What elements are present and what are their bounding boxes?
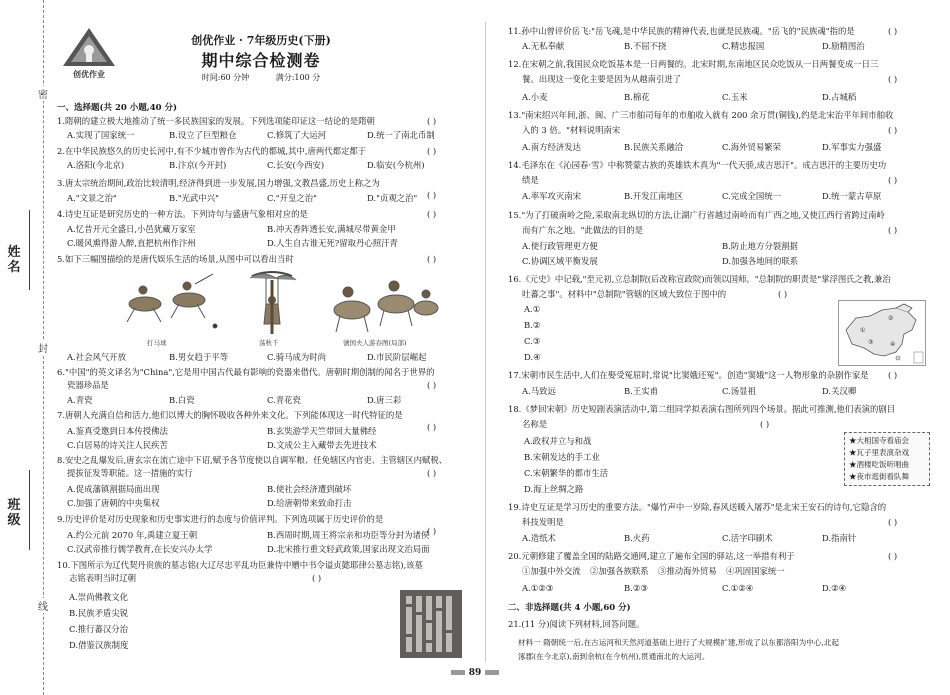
question-6-stem: 6."中国"的英文译名为"China",它是用中国古代最有影响的瓷器来借代。唐朝时期创制的闻名于世界的 [57, 367, 435, 377]
option[interactable]: D.海上丝绸之路 [524, 484, 584, 494]
seal-word-feng: 封 [36, 340, 50, 355]
question-2-stem: 2.在中华民族悠久的历史长河中,有不少城市曾作为古代的都城,其中,唐两代都定都于 [57, 146, 367, 156]
option[interactable]: C.汤显祖 [722, 386, 756, 396]
answer-paren: ( ) [312, 573, 322, 583]
option[interactable]: A.实现了国家统一 [67, 130, 135, 140]
section-heading-2: 二、非选择题(共 4 小题,60 分) [508, 603, 631, 613]
answer-paren: ( ) [888, 370, 898, 380]
statement: ④巩固国家统一 [726, 566, 785, 576]
scene-item: ★瓦子里表演杂戏 [849, 448, 909, 457]
option[interactable]: D.占城稻 [822, 92, 857, 102]
class-label: 班 级 [7, 498, 21, 528]
option[interactable]: B."光武中兴" [169, 193, 220, 203]
name-label: 姓 名 [7, 245, 21, 275]
question-21-material-1: 材料一 隋朝统一后,在古运河和天然河道基础上进行了大规模扩建,形成了以东都洛阳为中心,北起 [518, 638, 839, 647]
option[interactable]: A.社会风气开放 [67, 352, 126, 362]
option[interactable]: A.政权并立与和战 [524, 436, 592, 446]
option[interactable]: D.②④ [822, 583, 847, 593]
question-17-stem: 17.宋朝市民生活中,人们在娶受冤屈时,常说"比窦娥还冤"。创造"窦娥"这一人物形象的杂剧作家是 [508, 370, 869, 380]
option[interactable]: C.汉武帝推行儒学教育,在长安兴办太学 [67, 544, 213, 554]
answer-paren: ( ) [427, 422, 437, 432]
scene-item: ★酒楼吃饭听唱曲 [849, 460, 909, 469]
option[interactable]: A.促成藩镇割据局面出现 [67, 484, 160, 494]
question-11-stem: 11.孙中山曾评价岳飞:"岳飞魂,是中华民族的精神代表,也就是民族魂。"岳飞的"民族魂"指的是 [508, 26, 855, 36]
option[interactable]: C.协调区域平衡发展 [522, 256, 598, 266]
option[interactable]: C.长安(今西安) [267, 160, 325, 170]
option[interactable]: B.宋朝发达的手工业 [524, 452, 600, 462]
option[interactable]: B.② [524, 320, 541, 330]
map-mark-1: ① [860, 327, 866, 334]
full-score: 满分:100 分 [275, 73, 321, 82]
option[interactable]: A.使行政管理更方便 [522, 241, 598, 251]
option[interactable]: B.开发江南地区 [624, 191, 684, 201]
option[interactable]: D.唐三彩 [367, 395, 402, 405]
option[interactable]: D.统一了南北币制 [367, 130, 435, 140]
option[interactable]: A.马致远 [522, 386, 556, 396]
option[interactable]: A.青瓷 [67, 395, 93, 405]
option[interactable]: D.临安(今杭州) [367, 160, 425, 170]
answer-paren: ( ) [427, 526, 437, 536]
answer-paren: ( ) [888, 26, 898, 36]
logo-text: 创优作业 [73, 69, 105, 79]
option[interactable]: B.西周时期,周王将宗亲和功臣等分封为诸侯 [267, 530, 430, 540]
option[interactable]: B.民族关系融洽 [624, 142, 684, 152]
option[interactable]: C.推行蕃汉分治 [69, 624, 129, 634]
option[interactable]: D.关汉卿 [822, 386, 857, 396]
option[interactable]: C.骑马成为时尚 [267, 352, 327, 362]
question-19-stem: 19.诗史互证是学习历史的重要方法。"爆竹声中一岁除,春风送暖入屠苏"是北宋王安石的诗句,它隐含的 [508, 502, 887, 512]
statement: ③推动海外贸易 [658, 566, 717, 576]
scene-item: ★夜市逛街看队舞 [849, 472, 909, 481]
option[interactable]: A.率军攻灭南宋 [522, 191, 581, 201]
question-18-stem: 18.《梦回宋朝》历史短剧表演活动中,第二组同学拟表演右图所列四个场景。据此可推测,他们表演的剧目 [508, 404, 896, 414]
option[interactable]: B.白瓷 [169, 395, 195, 405]
option[interactable]: C.①②④ [722, 583, 754, 593]
option[interactable]: D.北宋推行重文轻武政策,国家出现文治局面 [267, 544, 430, 554]
option[interactable]: C.玉米 [722, 92, 748, 102]
question-12-stem-cont: 餐。出现这一变化主要是因为从越南引进了 [522, 74, 682, 84]
spring-outing-illustration [322, 266, 442, 338]
answer-paren: ( ) [888, 74, 898, 84]
question-3-stem: 3.唐太宗统治期间,政治比较清明,经济得到进一步发展,国力增强,文教昌盛,历史上称之为 [57, 178, 380, 188]
statement: ②加强各族联系 [590, 566, 649, 576]
answer-paren: ( ) [888, 551, 898, 561]
option[interactable]: C.完成全国统一 [722, 191, 782, 201]
option[interactable]: D.加强各地间的联系 [722, 256, 799, 266]
scene-list-box [844, 432, 930, 486]
answer-paren: ( ) [760, 419, 770, 429]
option[interactable]: D.市民阶层崛起 [367, 352, 427, 362]
option[interactable]: B.火药 [624, 533, 650, 543]
option[interactable]: C.宋朝繁华的都市生活 [524, 468, 609, 478]
question-7-stem: 7.唐朝人充满自信和活力,他们以博大的胸怀吸收各种外来文化。下列能体现这一时代特征的是 [57, 410, 403, 420]
option[interactable]: B.玄奘游学天竺带回大量佛经 [267, 426, 377, 436]
option[interactable]: B.使社会经济遭到破坏 [267, 484, 352, 494]
question-10-stem-cont: 志铭表明当时辽朝 [69, 573, 136, 583]
column-divider [485, 22, 486, 662]
option[interactable]: A.鉴真受邀到日本传授佛法 [67, 426, 168, 436]
option[interactable]: A.造纸术 [522, 533, 556, 543]
question-21-material-1-cont: 涿郡(在今北京),南到余杭(在今杭州),贯通南北的大运河。 [518, 652, 710, 661]
series-title: 创优作业 · 7年级历史(下册) [191, 34, 331, 47]
answer-paren: ( ) [888, 125, 898, 135]
question-13-stem: 13."南宋绍兴年间,浙、闽、广三市舶司每年的市舶收入就有 200 余万贯(铜钱),约是北宋治平年间市舶收 [508, 110, 894, 120]
question-8-stem: 8.安史之乱爆发后,唐玄宗在流亡途中下诏,赋予各节度使以自调军粮、任免辖区内官吏、主管辖区内赋税、 [57, 455, 448, 465]
option[interactable]: C."开皇之治" [267, 193, 317, 203]
option[interactable]: C.暖风熏得游人醉,直把杭州作汴州 [67, 238, 196, 248]
question-13-stem-cont: 入的 3 倍。"材料说明南宋 [522, 125, 621, 135]
option[interactable]: D.人生自古谁无死?留取丹心照汗青 [267, 238, 398, 248]
answer-paren: ( ) [427, 209, 437, 219]
option[interactable]: A.忆昔开元全盛日,小邑犹藏万家室 [67, 224, 196, 234]
option[interactable]: A.① [524, 304, 541, 314]
option[interactable]: D.军事实力强盛 [822, 142, 882, 152]
option[interactable]: A.约公元前 2070 年,禹建立夏王朝 [67, 530, 198, 540]
statement: ①加强中外交流 [522, 566, 581, 576]
question-16-stem: 16.《元史》中记载,"至元初,立总制院(后改称宣政院)而领以国师。"总制院的职责是"掌浮图氏之教,兼治 [508, 274, 891, 284]
map-mark-2: ② [888, 315, 894, 322]
option[interactable]: B.②③ [624, 583, 648, 593]
answer-paren: ( ) [427, 254, 437, 264]
question-19-stem-cont: 科技发明是 [522, 517, 564, 527]
answer-paren: ( ) [888, 517, 898, 527]
map-mark-3: ③ [868, 339, 874, 346]
question-14-stem-cont: 绩是 [522, 175, 539, 185]
option[interactable]: A.小麦 [522, 92, 548, 102]
option[interactable]: B.冲天香阵透长安,满城尽带黄金甲 [267, 224, 396, 234]
question-9-stem: 9.历史评价是对历史现象和历史事实进行的态度与价值评判。下列选项属于历史评价的是 [57, 514, 384, 524]
scene-item: ★大相国寺看庙会 [849, 436, 909, 445]
option[interactable]: C.青花瓷 [267, 395, 301, 405]
option[interactable]: A.洛阳(今北京) [67, 160, 125, 170]
option[interactable]: D.文成公主入藏带去先进技术 [267, 440, 377, 450]
option[interactable]: B.防止地方分裂割据 [722, 241, 798, 251]
option[interactable]: D.④ [524, 352, 541, 362]
answer-paren: ( ) [427, 190, 437, 200]
polo-illustration [117, 266, 222, 338]
caption-swing: 荡秋千 [259, 339, 279, 347]
china-map-image [838, 300, 926, 366]
question-1-stem: 1.隋朝的建立极大地推动了统一多民族国家的发展。下列选项能印证这一结论的是隋朝 [57, 116, 375, 126]
question-15-stem: 15."为了打破南岭之险,采取南北纵切的方法,让湖广行省越过南岭而有广西之地,又使江西行省跨过南岭 [508, 210, 885, 220]
option[interactable]: D."贞观之治" [367, 193, 418, 203]
question-16-stem-cont: 吐蕃之事"。材料中"总制院"管辖的区域大致位于图中的 [522, 289, 727, 299]
option[interactable]: B.王实甫 [624, 386, 658, 396]
option[interactable]: C.活字印刷术 [722, 533, 773, 543]
question-15-stem-cont: 而有广东之地。"此做法的目的是 [522, 225, 644, 235]
option[interactable]: D.指南针 [822, 533, 857, 543]
option[interactable]: B.不屈不挠 [624, 41, 667, 51]
name-underline [29, 210, 30, 290]
section-heading-1: 一、选择题(共 20 小题,40 分) [57, 103, 178, 113]
seal-word-mi: 密 [36, 86, 50, 101]
question-6-stem-cont: 瓷器珍品是 [67, 380, 109, 390]
option[interactable]: B.民族矛盾尖锐 [69, 608, 129, 618]
question-12-stem: 12.在宋朝之前,我国民众吃饭基本是一日两餐的。北宋时期,东南地区民众吃饭从一日两餐变成一日三 [508, 59, 879, 69]
question-21-stem: 21.(11 分)阅读下列材料,回答问题。 [508, 619, 645, 629]
binding-margin [0, 0, 52, 695]
question-20-stem: 20.元朝修建了覆盖全国的陆路交通网,建立了遍布全国的驿站,这一举措有利于 [508, 551, 795, 561]
option[interactable]: C.修筑了大运河 [267, 130, 327, 140]
answer-paren: ( ) [427, 468, 437, 478]
caption-polo: 打马球 [147, 339, 167, 347]
map-mark-4: ④ [890, 341, 896, 348]
answer-paren: ( ) [427, 116, 437, 126]
seal-word-xian: 线 [36, 598, 50, 613]
option[interactable]: C.加强了唐朝的中央集权 [67, 498, 160, 508]
time-limit: 时间:60 分钟 [201, 73, 250, 82]
option[interactable]: A.南方经济发达 [522, 142, 581, 152]
exam-meta [57, 72, 465, 83]
option[interactable]: D.给唐朝带来致命打击 [267, 498, 352, 508]
class-underline [29, 470, 30, 550]
page-number: 89 [468, 668, 482, 678]
answer-paren: ( ) [778, 289, 788, 299]
footer-bar-right [485, 670, 499, 675]
answer-paren: ( ) [888, 175, 898, 185]
answer-paren: ( ) [427, 380, 437, 390]
option[interactable]: B.棉花 [624, 92, 650, 102]
page-title: 期中综合检测卷 [201, 51, 321, 70]
option[interactable]: C.海外贸易繁荣 [722, 142, 782, 152]
question-5-stem: 5.如下三幅图描绘的是唐代娱乐生活的场景,从图中可以看出当时 [57, 254, 294, 264]
page-footer [440, 668, 510, 678]
option[interactable]: D.借鉴汉族制度 [69, 640, 129, 650]
option[interactable]: A.①②③ [522, 583, 554, 593]
option[interactable]: C.精忠报国 [722, 41, 765, 51]
caption-spring-outing: 虢国夫人游春图(局部) [343, 339, 407, 347]
option[interactable]: B.汴京(今开封) [169, 160, 227, 170]
option[interactable]: D.励精图治 [822, 41, 865, 51]
question-10-stem: 10.下图所示为辽代契丹贵族的墓志铭(大辽尽忠平乱功臣兼侍中赠中书令谥贞懿耶律公墓志铭),该墓 [57, 560, 423, 570]
answer-paren: ( ) [427, 146, 437, 156]
answer-paren: ( ) [888, 225, 898, 235]
option[interactable]: A."文景之治" [67, 193, 117, 203]
option[interactable]: A.崇尚佛教文化 [69, 592, 128, 602]
epitaph-rubbing-image [400, 590, 462, 658]
footer-bar-left [451, 670, 465, 675]
option[interactable]: B.设立了巨型粮仓 [169, 130, 237, 140]
swing-illustration [242, 268, 302, 336]
question-14-stem: 14.毛泽东在《沁园春·雪》中称赞蒙古族的英雄铁木真为"一代天骄,成吉思汗"。成吉思汗的主要历史功 [508, 160, 887, 170]
option[interactable]: C.③ [524, 336, 541, 346]
option[interactable]: C.白居易的诗关注人民疾苦 [67, 440, 168, 450]
question-4-stem: 4.诗史互证是研究历史的一种方法。下列诗句与盛唐气象相对应的是 [57, 209, 308, 219]
option[interactable]: A.无私奉献 [522, 41, 565, 51]
question-18-stem-cont: 名称是 [522, 419, 548, 429]
question-8-stem-cont: 提拔征发等职能。这一措施的实行 [67, 468, 193, 478]
option[interactable]: B.男女趋于平等 [169, 352, 229, 362]
option[interactable]: D.统一蒙古草原 [822, 191, 882, 201]
